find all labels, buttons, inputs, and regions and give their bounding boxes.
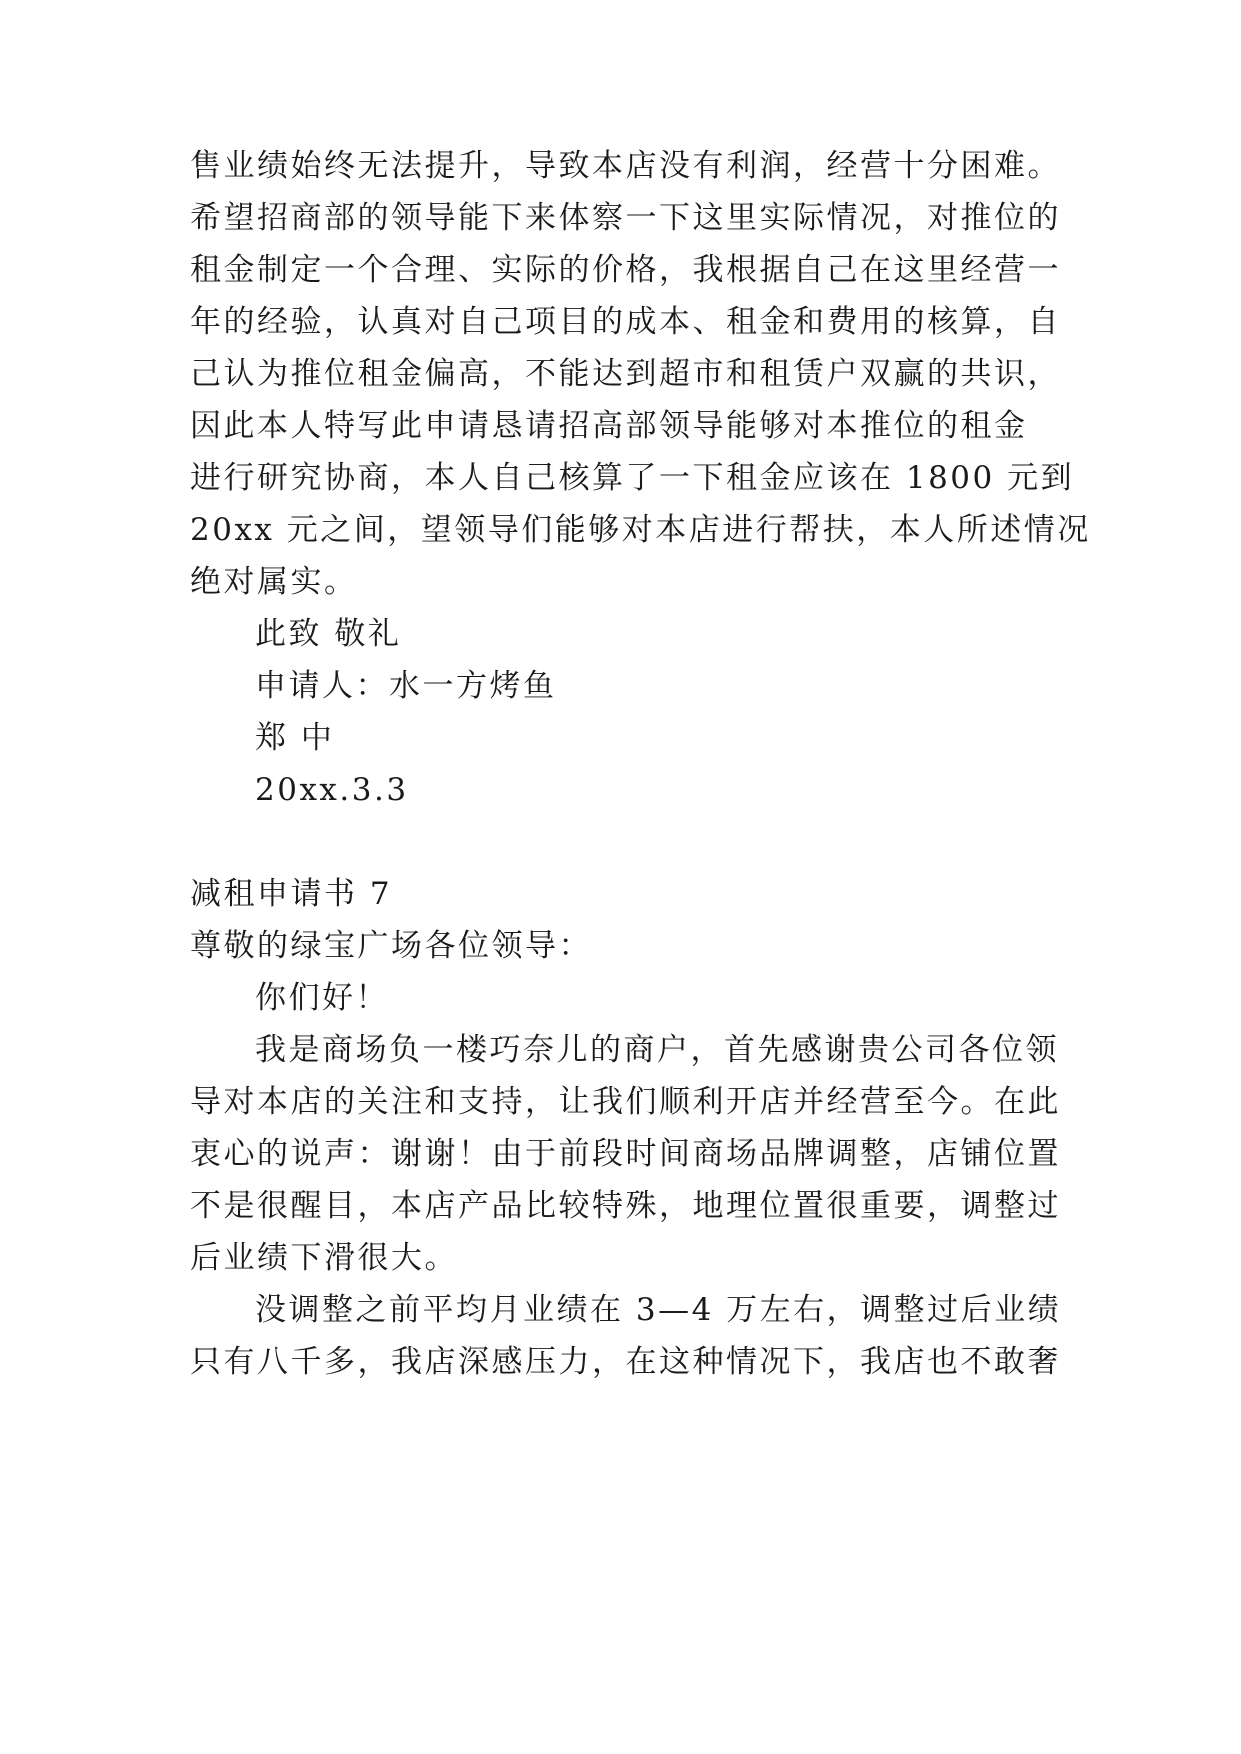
salutation: 尊敬的绿宝广场各位领导： (190, 928, 592, 964)
letter-date: 20xx.3.3 (255, 772, 409, 808)
body-line: 不是很醒目，本店产品比较特殊，地理位置很重要，调整过 (190, 1188, 1061, 1224)
body-line: 因此本人特写此申请恳请招高部领导能够对本推位的租金 (190, 408, 1028, 444)
applicant-line: 申请人：水一方烤鱼 (255, 668, 557, 704)
body-line: 导对本店的关注和支持，让我们顺利开店并经营至今。在此 (190, 1084, 1061, 1120)
body-line: 进行研究协商，本人自己核算了一下租金应该在 1800 元到 (190, 460, 1075, 496)
body-line: 20xx 元之间，望领导们能够对本店进行帮扶，本人所述情况 (190, 512, 1091, 548)
body-line: 衷心的说声：谢谢！由于前段时间商场品牌调整，店铺位置 (190, 1136, 1061, 1172)
body-line: 没调整之前平均月业绩在 3—4 万左右，调整过后业绩 (255, 1292, 1062, 1328)
body-line: 己认为推位租金偏高，不能达到超市和租赁户双赢的共识， (190, 356, 1061, 392)
body-line: 希望招商部的领导能下来体察一下这里实际情况，对推位的 (190, 200, 1061, 236)
body-line: 绝对属实。 (190, 564, 358, 600)
signer-name: 郑 中 (255, 720, 335, 756)
body-line: 年的经验，认真对自己项目的成本、租金和费用的核算，自 (190, 304, 1061, 340)
closing-text: 此致 敬礼 (255, 616, 402, 652)
section-title: 减租申请书 7 (190, 876, 393, 912)
body-line: 我是商场负一楼巧奈儿的商户，首先感谢贵公司各位领 (255, 1032, 1059, 1068)
body-line: 租金制定一个合理、实际的价格，我根据自己在这里经营一 (190, 252, 1061, 288)
body-line: 售业绩始终无法提升，导致本店没有利润，经营十分困难。 (190, 148, 1061, 184)
body-line: 只有八千多，我店深感压力，在这种情况下，我店也不敢奢 (190, 1344, 1061, 1380)
body-line: 后业绩下滑很大。 (190, 1240, 458, 1276)
greeting: 你们好！ (255, 980, 389, 1016)
